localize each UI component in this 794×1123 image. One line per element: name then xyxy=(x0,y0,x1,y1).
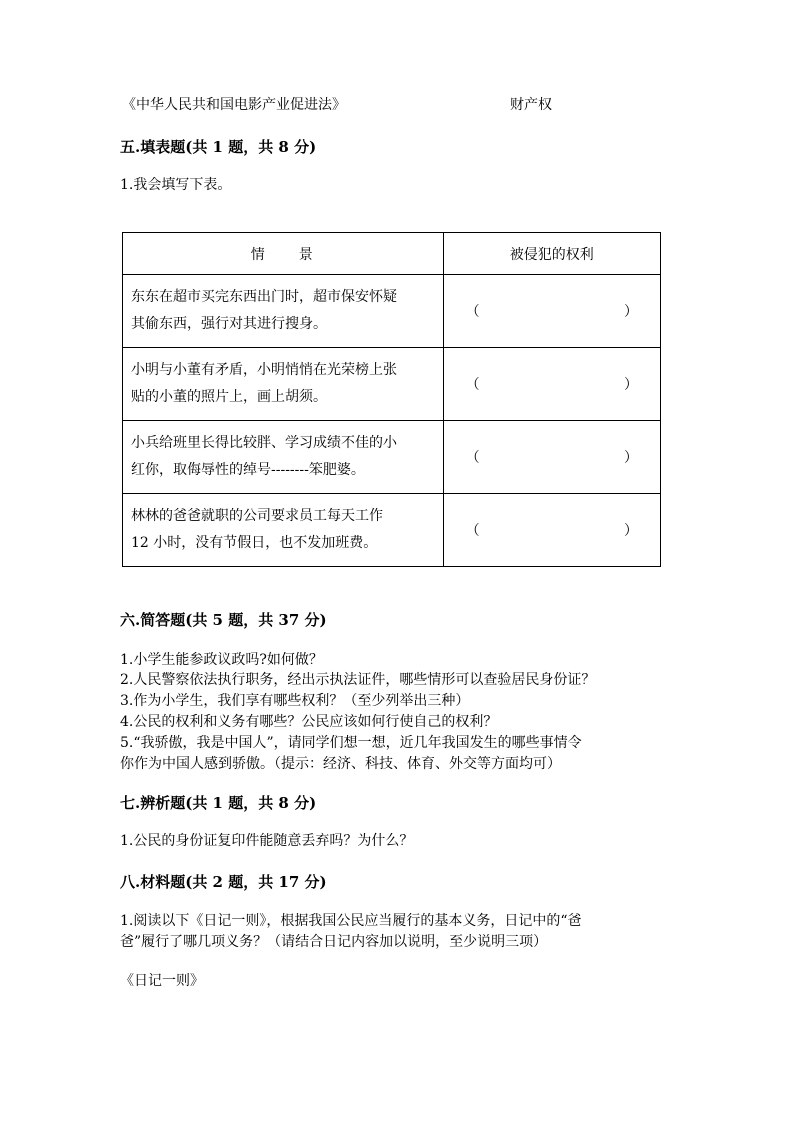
section-8-heading: 八.材料题(共 2 题，共 17 分) xyxy=(120,873,327,891)
open-paren: （ xyxy=(465,304,480,320)
scene-line-2: 12 小时，没有节假日，也不发加班费。 xyxy=(131,535,378,551)
open-paren: （ xyxy=(465,377,480,393)
section-5-question-1: 1.我会填写下表。 xyxy=(120,177,232,193)
close-paren: ） xyxy=(624,377,638,393)
diary-title: 《日记一则》 xyxy=(120,973,204,989)
answer-cell[interactable] xyxy=(443,494,660,567)
section-6-question-3: 3.作为小学生，我们享有哪些权利？（至少列举出三种） xyxy=(120,693,470,709)
scene-line-2: 红你，取侮辱性的绰号--------笨肥婆。 xyxy=(131,462,365,478)
section-6-question-4: 4.公民的权利和义务有哪些？公民应该如何行使自己的权利？ xyxy=(120,714,498,730)
answer-cell[interactable] xyxy=(443,275,660,348)
close-paren: ） xyxy=(624,523,638,539)
open-paren: （ xyxy=(465,450,480,466)
scene-cell xyxy=(123,494,444,567)
scene-cell xyxy=(123,348,444,421)
law-right-answer: 财产权 xyxy=(510,97,552,113)
section-6-question-5-line-2: 你作为中国人感到骄傲。（提示：经济、科技、体育、外交等方面均可） xyxy=(120,756,561,772)
header-violated-right: 被侵犯的权利 xyxy=(443,233,660,275)
table-row xyxy=(123,275,661,348)
section-8-question-1-line-1: 1.阅读以下《日记一则》，根据我国公民应当履行的基本义务，日记中的“爸 xyxy=(120,913,582,929)
scene-line-1: 小明与小董有矛盾，小明悄悄在光荣榜上张 xyxy=(131,362,397,378)
scene-cell xyxy=(123,421,444,494)
section-7-question-1: 1.公民的身份证复印件能随意丢弃吗？为什么？ xyxy=(120,833,414,849)
close-paren: ） xyxy=(624,450,638,466)
section-6-question-2: 2.人民警察依法执行职务，经出示执法证件，哪些情形可以查验居民身份证？ xyxy=(120,672,596,688)
open-paren: （ xyxy=(465,523,480,539)
rights-fill-table xyxy=(122,232,661,567)
table-header-row xyxy=(123,233,661,275)
section-6-question-5-line-1: 5.“我骄傲，我是中国人”，请同学们想一想，近几年我国发生的哪些事情令 xyxy=(120,735,582,751)
scene-cell xyxy=(123,275,444,348)
section-6-heading: 六.简答题(共 5 题，共 37 分) xyxy=(120,611,327,629)
table-row xyxy=(123,348,661,421)
section-5-heading: 五.填表题(共 1 题，共 8 分) xyxy=(120,138,317,156)
close-paren: ） xyxy=(624,304,638,320)
section-6-question-1: 1.小学生能参政议政吗?如何做？ xyxy=(120,652,323,668)
scene-line-1: 林林的爸爸就职的公司要求员工每天工作 xyxy=(131,508,383,524)
scene-line-2: 其偷东西，强行对其进行搜身。 xyxy=(131,316,327,332)
answer-cell[interactable] xyxy=(443,421,660,494)
section-8-question-1-line-2: 爸”履行了哪几项义务？（请结合日记内容加以说明，至少说明三项） xyxy=(120,934,548,950)
answer-cell[interactable] xyxy=(443,348,660,421)
scene-line-1: 东东在超市买完东西出门时，超市保安怀疑 xyxy=(131,289,397,305)
table-row xyxy=(123,421,661,494)
table-row xyxy=(123,494,661,567)
scene-line-1: 小兵给班里长得比较胖、学习成绩不佳的小 xyxy=(131,435,397,451)
scene-line-2: 贴的小董的照片上，画上胡须。 xyxy=(131,389,327,405)
law-title-text: 《中华人民共和国电影产业促进法》 xyxy=(122,97,346,113)
header-scene: 情 景 xyxy=(123,233,444,275)
section-7-heading: 七.辨析题(共 1 题，共 8 分) xyxy=(120,794,317,812)
